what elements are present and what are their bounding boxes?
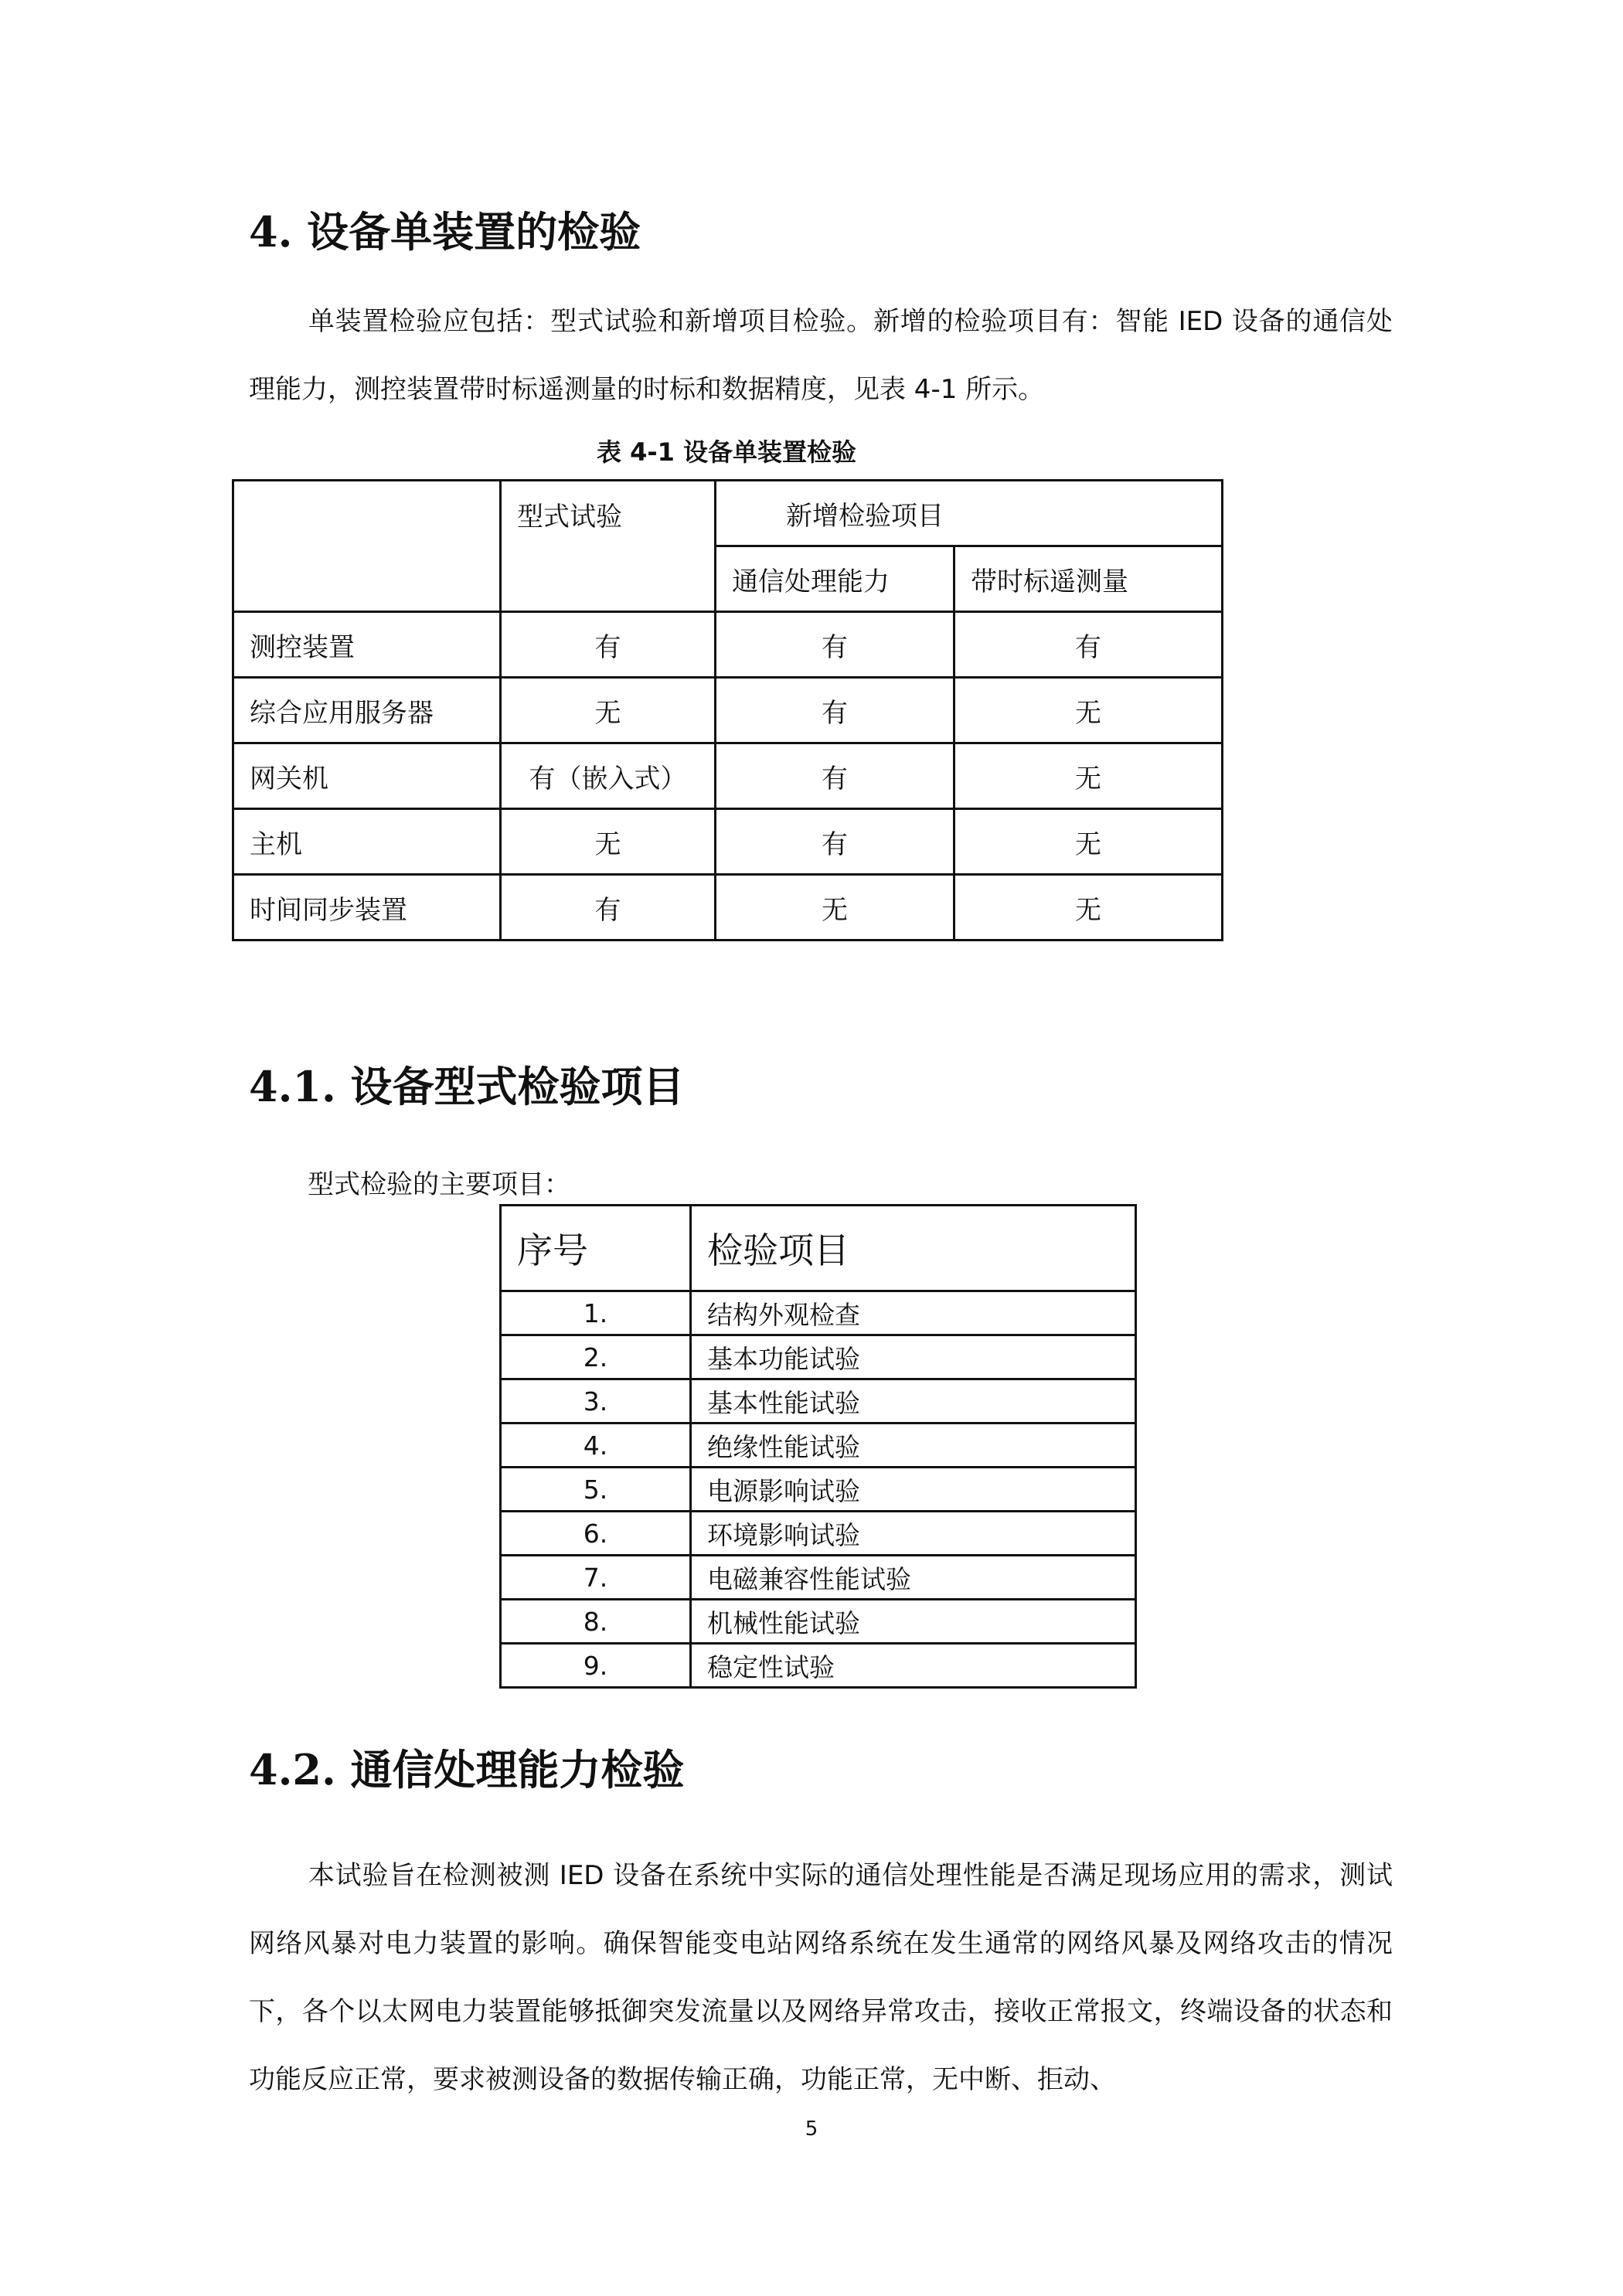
- table-row: [501, 1644, 1136, 1688]
- row-item: 环境影响试验: [691, 1512, 1136, 1556]
- row-index: 8.: [501, 1600, 691, 1644]
- cell-type-test: 有（嵌入式）: [501, 743, 716, 809]
- table-row: [501, 1512, 1136, 1556]
- cell-comm: 有: [716, 678, 954, 743]
- cell-type-test: 无: [501, 678, 716, 743]
- type-test-items-table: [499, 1204, 1137, 1689]
- row-item: 电磁兼容性能试验: [691, 1556, 1136, 1600]
- row-name: 综合应用服务器: [233, 678, 501, 743]
- section-4-1-title: 4.1. 设备型式检验项目: [249, 1062, 685, 1111]
- table-row: [233, 743, 1223, 809]
- row-index: 1.: [501, 1291, 691, 1335]
- table-4-1: [232, 479, 1223, 941]
- table-row: [233, 875, 1223, 941]
- row-index: 5.: [501, 1468, 691, 1512]
- row-item: 基本功能试验: [691, 1335, 1136, 1379]
- table-header-new-items: 新增检验项目: [716, 481, 1223, 546]
- table-header-blank: [233, 481, 501, 612]
- table-header-comm: 通信处理能力: [716, 546, 954, 612]
- section-4-title: 4. 设备单装置的检验: [249, 207, 641, 257]
- table-header-telemetry: 带时标遥测量: [954, 546, 1223, 612]
- cell-type-test: 有: [501, 612, 716, 678]
- row-item: 基本性能试验: [691, 1379, 1136, 1424]
- row-item: 绝缘性能试验: [691, 1424, 1136, 1468]
- cell-telemetry: 无: [954, 875, 1223, 941]
- cell-comm: 有: [716, 743, 954, 809]
- row-index: 9.: [501, 1644, 691, 1688]
- cell-telemetry: 无: [954, 678, 1223, 743]
- row-name: 时间同步装置: [233, 875, 501, 941]
- table-row: [233, 678, 1223, 743]
- row-index: 7.: [501, 1556, 691, 1600]
- cell-comm: 无: [716, 875, 954, 941]
- section-4-2-paragraph: [249, 1842, 1393, 2114]
- table-row: [501, 1468, 1136, 1512]
- section-4-2-paragraph-text: 本试验旨在检测被测 IED 设备在系统中实际的通信处理性能是否满足现场应用的需求，测试网络风暴对电力装置的影响。确保智能变电站网络系统在发生通常的网络风暴及网络攻击的情况下，各个以太网电力装置能够抵御突发流量以及网络异常攻击，接收正常报文，终端设备的状态和功能反应正常，要求被测设备的数据传输正确，功能正常，无中断、拒动、: [249, 1860, 1393, 2095]
- cell-telemetry: 无: [954, 743, 1223, 809]
- row-name: 主机: [233, 809, 501, 875]
- row-item: 稳定性试验: [691, 1644, 1136, 1688]
- cell-comm: 有: [716, 612, 954, 678]
- section-4-paragraph-text: 单装置检验应包括：型式试验和新增项目检验。新增的检验项目有：智能 IED 设备的通信处理能力，测控装置带时标遥测量的时标和数据精度，见表 4-1 所示。: [249, 306, 1393, 405]
- row-index: 4.: [501, 1424, 691, 1468]
- row-item: 电源影响试验: [691, 1468, 1136, 1512]
- cell-telemetry: 有: [954, 612, 1223, 678]
- table-header-type-test: 型式试验: [501, 481, 716, 612]
- table-4-1-caption: 表 4-1 设备单装置检验: [596, 437, 857, 467]
- cell-type-test: 有: [501, 875, 716, 941]
- header-index: 序号: [501, 1206, 691, 1291]
- row-name: 测控装置: [233, 612, 501, 678]
- cell-telemetry: 无: [954, 809, 1223, 875]
- cell-type-test: 无: [501, 809, 716, 875]
- table-row: [501, 1424, 1136, 1468]
- table-row: [501, 1379, 1136, 1424]
- table-row: [501, 1556, 1136, 1600]
- row-index: 3.: [501, 1379, 691, 1424]
- page-number: 5: [805, 2117, 818, 2141]
- section-4-1-intro: 型式检验的主要项目：: [308, 1169, 570, 1200]
- row-item: 结构外观检查: [691, 1291, 1136, 1335]
- row-item: 机械性能试验: [691, 1600, 1136, 1644]
- section-4-paragraph: [249, 287, 1393, 423]
- table-row: [233, 809, 1223, 875]
- header-item: 检验项目: [691, 1206, 1136, 1291]
- table-row: [501, 1335, 1136, 1379]
- table-row: [233, 612, 1223, 678]
- table-4-1-caption-wrap: [232, 433, 1221, 468]
- section-4-2-title: 4.2. 通信处理能力检验: [249, 1745, 685, 1794]
- table-row: [501, 1291, 1136, 1335]
- table-row: [501, 1600, 1136, 1644]
- row-index: 2.: [501, 1335, 691, 1379]
- cell-comm: 有: [716, 809, 954, 875]
- row-name: 网关机: [233, 743, 501, 809]
- row-index: 6.: [501, 1512, 691, 1556]
